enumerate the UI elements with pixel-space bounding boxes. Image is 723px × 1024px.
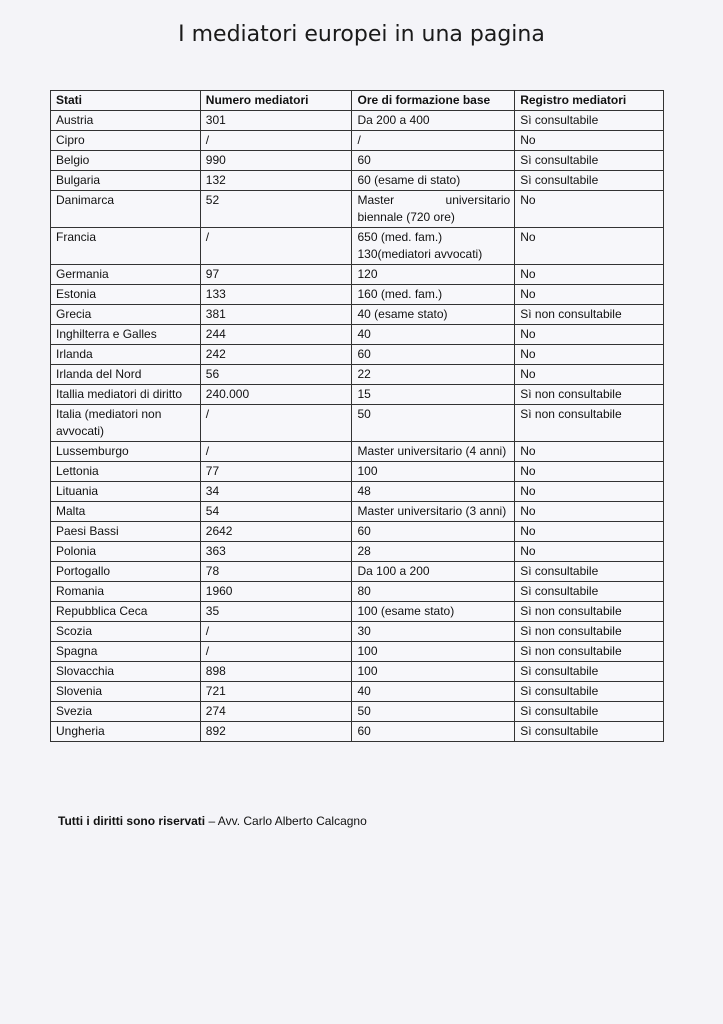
cell-numero: / [200, 622, 352, 642]
cell-stato: Romania [51, 582, 201, 602]
cell-registro: No [515, 442, 664, 462]
cell-numero: 77 [200, 462, 352, 482]
cell-registro: No [515, 345, 664, 365]
table-row [51, 682, 664, 702]
cell-registro: Sì consultabile [515, 662, 664, 682]
cell-stato: Slovacchia [51, 662, 201, 682]
cell-numero: 381 [200, 305, 352, 325]
table-row [51, 582, 664, 602]
cell-numero: 97 [200, 265, 352, 285]
cell-ore: 60 [352, 345, 515, 365]
cell-ore: 28 [352, 542, 515, 562]
cell-registro: No [515, 502, 664, 522]
cell-numero: 34 [200, 482, 352, 502]
table-row [51, 702, 664, 722]
cell-stato: Svezia [51, 702, 201, 722]
header-numero-mediatori: Numero mediatori [200, 91, 352, 111]
cell-numero: 892 [200, 722, 352, 742]
cell-registro: Sì non consultabile [515, 405, 664, 442]
cell-stato: Inghilterra e Galles [51, 325, 201, 345]
cell-stato: Repubblica Ceca [51, 602, 201, 622]
cell-numero: / [200, 405, 352, 442]
cell-ore: 60 [352, 722, 515, 742]
cell-stato: Austria [51, 111, 201, 131]
cell-registro: Sì consultabile [515, 582, 664, 602]
header-stati: Stati [51, 91, 201, 111]
table-row [51, 111, 664, 131]
table-row [51, 502, 664, 522]
cell-ore: 40 (esame stato) [352, 305, 515, 325]
cell-numero: 133 [200, 285, 352, 305]
cell-registro: No [515, 542, 664, 562]
cell-registro: No [515, 228, 664, 265]
cell-ore: 100 [352, 662, 515, 682]
cell-ore: 30 [352, 622, 515, 642]
cell-stato: Irlanda del Nord [51, 365, 201, 385]
cell-stato: Estonia [51, 285, 201, 305]
table-row [51, 622, 664, 642]
cell-registro: No [515, 462, 664, 482]
cell-ore: Master universitario biennale (720 ore) [352, 191, 515, 228]
cell-stato: Portogallo [51, 562, 201, 582]
cell-registro: Sì consultabile [515, 682, 664, 702]
cell-ore: / [352, 131, 515, 151]
cell-numero: 242 [200, 345, 352, 365]
cell-stato: Irlanda [51, 345, 201, 365]
cell-stato: Slovenia [51, 682, 201, 702]
cell-ore: 60 [352, 151, 515, 171]
cell-numero: / [200, 442, 352, 462]
cell-registro: Sì consultabile [515, 151, 664, 171]
table-row [51, 642, 664, 662]
cell-ore: 48 [352, 482, 515, 502]
cell-registro: No [515, 482, 664, 502]
cell-numero: / [200, 228, 352, 265]
cell-registro: Sì consultabile [515, 702, 664, 722]
table-row [51, 345, 664, 365]
table-row [51, 365, 664, 385]
cell-numero: 240.000 [200, 385, 352, 405]
header-ore-formazione: Ore di formazione base [352, 91, 515, 111]
cell-registro: No [515, 365, 664, 385]
cell-ore: 50 [352, 405, 515, 442]
cell-stato: Ungheria [51, 722, 201, 742]
cell-stato: Malta [51, 502, 201, 522]
cell-registro: No [515, 522, 664, 542]
cell-registro: Sì consultabile [515, 562, 664, 582]
cell-stato: Lituania [51, 482, 201, 502]
cell-stato: Paesi Bassi [51, 522, 201, 542]
table-row [51, 385, 664, 405]
table-row [51, 482, 664, 502]
cell-ore: 80 [352, 582, 515, 602]
cell-registro: Sì consultabile [515, 171, 664, 191]
table-row [51, 151, 664, 171]
cell-registro: Sì non consultabile [515, 602, 664, 622]
cell-numero: / [200, 131, 352, 151]
table-row [51, 285, 664, 305]
cell-registro: Sì consultabile [515, 722, 664, 742]
table-row [51, 442, 664, 462]
cell-numero: 990 [200, 151, 352, 171]
cell-ore: 100 [352, 462, 515, 482]
cell-ore: 15 [352, 385, 515, 405]
cell-ore: Da 100 a 200 [352, 562, 515, 582]
cell-numero: 56 [200, 365, 352, 385]
cell-registro: Sì non consultabile [515, 642, 664, 662]
cell-stato: Germania [51, 265, 201, 285]
cell-registro: No [515, 265, 664, 285]
table-row [51, 305, 664, 325]
cell-ore: 50 [352, 702, 515, 722]
cell-registro: No [515, 285, 664, 305]
table-header-row [51, 91, 664, 111]
footer-rights: Tutti i diritti sono riservati [58, 814, 206, 828]
cell-registro: No [515, 325, 664, 345]
cell-ore: 100 [352, 642, 515, 662]
table-row [51, 562, 664, 582]
cell-numero: 2642 [200, 522, 352, 542]
cell-numero: 78 [200, 562, 352, 582]
footer-copyright [58, 814, 367, 828]
cell-ore: 40 [352, 682, 515, 702]
cell-registro: Sì non consultabile [515, 385, 664, 405]
cell-numero: 274 [200, 702, 352, 722]
cell-numero: 54 [200, 502, 352, 522]
cell-ore: 120 [352, 265, 515, 285]
cell-stato: Bulgaria [51, 171, 201, 191]
table-row [51, 228, 664, 265]
cell-ore: 100 (esame stato) [352, 602, 515, 622]
header-registro: Registro mediatori [515, 91, 664, 111]
table-row [51, 722, 664, 742]
table-row [51, 662, 664, 682]
cell-numero: 1960 [200, 582, 352, 602]
cell-stato: Spagna [51, 642, 201, 662]
cell-numero: / [200, 642, 352, 662]
cell-numero: 721 [200, 682, 352, 702]
cell-stato: Francia [51, 228, 201, 265]
table-row [51, 171, 664, 191]
table-row [51, 405, 664, 442]
cell-registro: No [515, 191, 664, 228]
cell-stato: Scozia [51, 622, 201, 642]
cell-numero: 52 [200, 191, 352, 228]
table-row [51, 191, 664, 228]
table-row [51, 602, 664, 622]
cell-ore: 160 (med. fam.) [352, 285, 515, 305]
cell-numero: 363 [200, 542, 352, 562]
cell-stato: Cipro [51, 131, 201, 151]
table-row [51, 325, 664, 345]
cell-stato: Lussemburgo [51, 442, 201, 462]
cell-registro: Sì non consultabile [515, 305, 664, 325]
cell-stato: Grecia [51, 305, 201, 325]
cell-ore: Da 200 a 400 [352, 111, 515, 131]
table-row [51, 522, 664, 542]
cell-numero: 132 [200, 171, 352, 191]
cell-numero: 244 [200, 325, 352, 345]
cell-numero: 898 [200, 662, 352, 682]
cell-ore: 40 [352, 325, 515, 345]
cell-registro: Sì non consultabile [515, 622, 664, 642]
cell-stato: Lettonia [51, 462, 201, 482]
table-row [51, 131, 664, 151]
cell-ore: 22 [352, 365, 515, 385]
cell-stato: Danimarca [51, 191, 201, 228]
table-row [51, 462, 664, 482]
footer-author: – Avv. Carlo Alberto Calcagno [205, 814, 367, 828]
cell-ore: 60 [352, 522, 515, 542]
table-row [51, 542, 664, 562]
cell-stato: Polonia [51, 542, 201, 562]
cell-stato: Italia (mediatori non avvocati) [51, 405, 201, 442]
cell-ore: Master universitario (3 anni) [352, 502, 515, 522]
cell-ore: Master universitario (4 anni) [352, 442, 515, 462]
cell-numero: 35 [200, 602, 352, 622]
page-title: I mediatori europei in una pagina [178, 22, 545, 47]
table-row [51, 265, 664, 285]
cell-ore: 60 (esame di stato) [352, 171, 515, 191]
cell-registro: Sì consultabile [515, 111, 664, 131]
cell-registro: No [515, 131, 664, 151]
cell-stato: Itallia mediatori di diritto [51, 385, 201, 405]
cell-numero: 301 [200, 111, 352, 131]
mediators-table [50, 90, 664, 742]
cell-ore: 650 (med. fam.) 130(mediatori avvocati) [352, 228, 515, 265]
cell-stato: Belgio [51, 151, 201, 171]
